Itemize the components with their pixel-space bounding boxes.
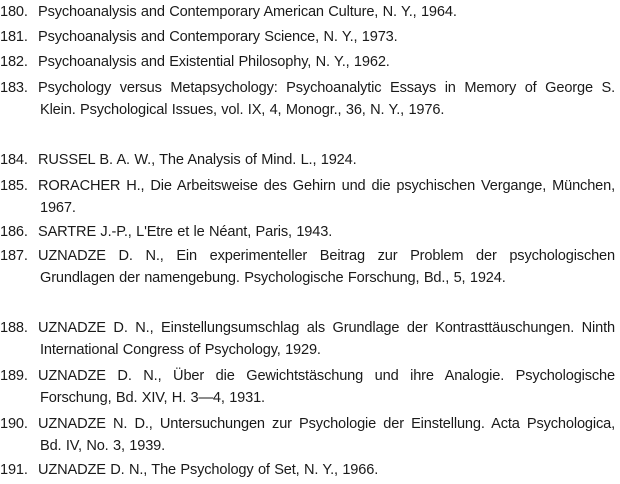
reference-number: 189. <box>0 368 28 384</box>
reference-item <box>0 78 615 121</box>
reference-number: 180. <box>0 4 28 20</box>
reference-item <box>0 2 615 24</box>
reference-item <box>0 414 615 457</box>
reference-text: Psychoanalysis and Contemporary Science, N. Y., 1973. <box>38 29 398 45</box>
reference-item <box>0 176 615 219</box>
reference-text: UZNADZE N. D., Untersuchungen zur Psychologie der Einstellung. Acta Psychologica, Bd. IV, No. 3, 1939. <box>38 416 615 454</box>
reference-number: 184. <box>0 152 28 168</box>
reference-number: 190. <box>0 416 28 432</box>
reference-item <box>0 366 615 409</box>
reference-text: UZNADZE D. N., Über die Gewichtstäschung und ihre Analogie. Psychologische Forschung, Bd. XIV, H. 3—4, 1931. <box>38 368 615 406</box>
reference-number: 182. <box>0 54 28 70</box>
reference-number: 181. <box>0 29 28 45</box>
reference-text: RUSSEL B. A. W., The Analysis of Mind. L., 1924. <box>38 152 357 168</box>
reference-text: UZNADZE D. N., The Psychology of Set, N. Y., 1966. <box>38 462 379 478</box>
reference-number: 191. <box>0 462 28 478</box>
reference-item <box>0 222 615 244</box>
reference-text: SARTRE J.-P., L'Etre et le Néant, Paris, 1943. <box>38 224 333 240</box>
reference-item <box>0 150 615 172</box>
reference-number: 188. <box>0 320 28 336</box>
reference-text: Psychoanalysis and Existential Philosophy, N. Y., 1962. <box>38 54 390 70</box>
reference-item <box>0 52 615 74</box>
reference-number: 185. <box>0 178 28 194</box>
reference-number: 187. <box>0 248 28 264</box>
reference-text: Psychoanalysis and Contemporary American Culture, N. Y., 1964. <box>38 4 457 20</box>
reference-text: UZNADZE D. N., Ein experimenteller Beitrag zur Problem der psychologischen Grundlagen der namengebung. Psychologische Forschung, Bd., 5, 1924. <box>38 248 615 286</box>
reference-item <box>0 460 615 482</box>
reference-number: 183. <box>0 80 28 96</box>
reference-text: Psychology versus Metapsychology: Psychoanalytic Essays in Memory of George S. Klein. Psychological Issues, vol. IX, 4, Monogr., 36, N. Y., 1976. <box>38 80 615 118</box>
reference-item <box>0 318 615 361</box>
reference-text: RORACHER H., Die Arbeitsweise des Gehirn und die psychischen Vergange, München, 1967. <box>38 178 615 216</box>
reference-item <box>0 246 615 289</box>
reference-item <box>0 27 615 49</box>
reference-text: UZNADZE D. N., Einstellungsumschlag als Grundlage der Kontrasttäuschungen. Ninth International Congress of Psychology, 1929. <box>38 320 615 358</box>
reference-number: 186. <box>0 224 28 240</box>
